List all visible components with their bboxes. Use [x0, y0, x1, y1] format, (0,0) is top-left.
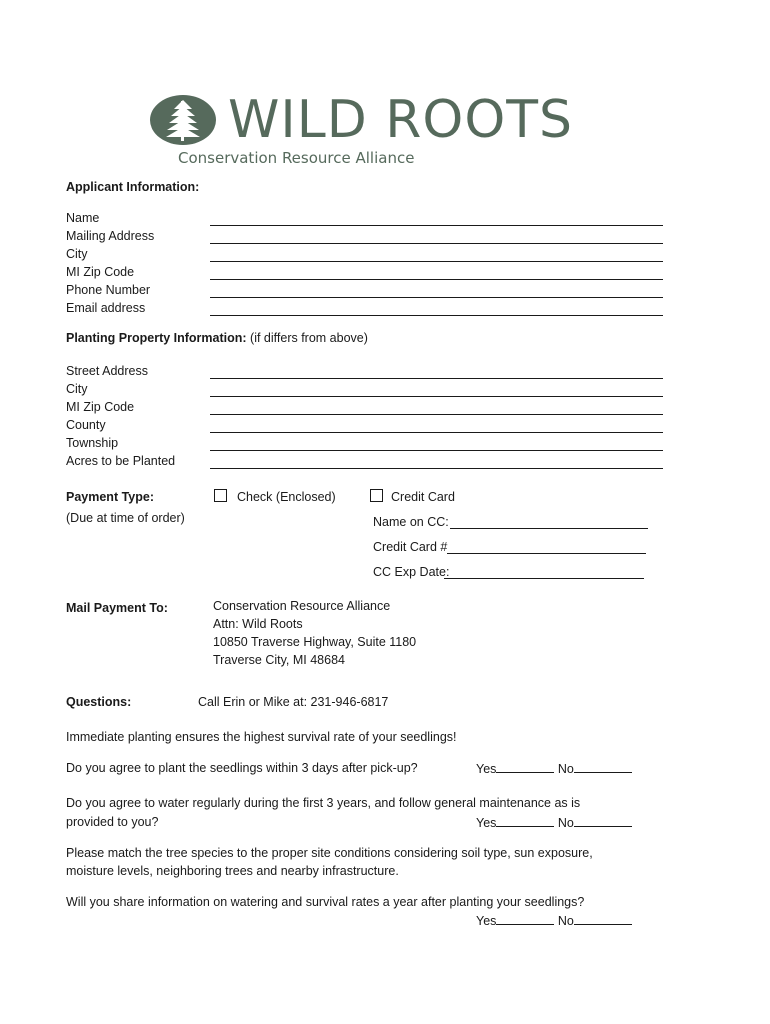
- field-label-mailing-address: Mailing Address: [66, 229, 155, 243]
- no-label: No: [557, 914, 574, 928]
- immediate-planting-note: Immediate planting ensures the highest survival rate of your seedlings!: [66, 730, 457, 744]
- mailing-address-input-line[interactable]: [210, 243, 663, 244]
- field-label-email: Email address: [66, 301, 146, 315]
- payment-heading: Payment Type:: [66, 490, 154, 504]
- payment-note: (Due at time of order): [66, 511, 185, 525]
- yes-answer-line[interactable]: [496, 761, 554, 773]
- cc-number-label: Credit Card #: [373, 540, 448, 554]
- question-plant-within-3-days: Do you agree to plant the seedlings within 3 days after pick-up?: [66, 761, 418, 775]
- name-on-cc-input-line[interactable]: [450, 528, 648, 529]
- check-enclosed-label: Check (Enclosed): [237, 490, 336, 504]
- question-water-regularly-cont: provided to you?: [66, 815, 159, 829]
- yes-label: Yes: [476, 816, 497, 830]
- county-input-line[interactable]: [210, 432, 663, 433]
- acres-input-line[interactable]: [210, 468, 663, 469]
- mail-heading: Mail Payment To:: [66, 601, 168, 615]
- mail-address-line: 10850 Traverse Highway, Suite 1180: [213, 635, 417, 649]
- no-answer-line[interactable]: [574, 761, 632, 773]
- field-label-township: Township: [66, 436, 119, 450]
- planting-city-input-line[interactable]: [210, 396, 663, 397]
- no-answer-line[interactable]: [574, 815, 632, 827]
- credit-card-label: Credit Card: [391, 490, 455, 504]
- zip-input-line[interactable]: [210, 279, 663, 280]
- brand-logo-text: WILD ROOTS: [228, 90, 574, 150]
- field-label-city: City: [66, 247, 88, 261]
- species-match-note: Please match the tree species to the proper site conditions considering soil type, sun exposure,: [66, 846, 593, 860]
- field-label-phone: Phone Number: [66, 283, 151, 297]
- street-input-line[interactable]: [210, 378, 663, 379]
- brand-subtitle: Conservation Resource Alliance: [178, 149, 415, 167]
- cc-exp-input-line[interactable]: [444, 578, 644, 579]
- cc-number-input-line[interactable]: [447, 553, 646, 554]
- field-label-county: County: [66, 418, 106, 432]
- name-input-line[interactable]: [210, 225, 663, 226]
- planting-heading-note: (if differs from above): [246, 331, 368, 345]
- field-label-planting-city: City: [66, 382, 88, 396]
- yes-answer-line[interactable]: [496, 913, 554, 925]
- planting-heading-label: Planting Property Information:: [66, 331, 247, 345]
- credit-card-checkbox[interactable]: [370, 489, 383, 502]
- township-input-line[interactable]: [210, 450, 663, 451]
- yes-label: Yes: [476, 914, 497, 928]
- yes-no-answer: [476, 913, 632, 929]
- planting-heading: [66, 331, 368, 346]
- city-input-line[interactable]: [210, 261, 663, 262]
- field-label-acres: Acres to be Planted: [66, 454, 176, 468]
- mail-address-line: Conservation Resource Alliance: [213, 599, 391, 613]
- planting-zip-input-line[interactable]: [210, 414, 663, 415]
- field-label-name: Name: [66, 211, 100, 225]
- name-on-cc-label: Name on CC:: [373, 515, 449, 529]
- email-input-line[interactable]: [210, 315, 663, 316]
- pine-tree-icon: [150, 95, 216, 145]
- no-label: No: [557, 816, 574, 830]
- no-answer-line[interactable]: [574, 913, 632, 925]
- field-label-zip: MI Zip Code: [66, 265, 135, 279]
- cc-exp-label: CC Exp Date:: [373, 565, 450, 579]
- check-enclosed-checkbox[interactable]: [214, 489, 227, 502]
- questions-contact: Call Erin or Mike at: 231-946-6817: [198, 695, 389, 709]
- phone-input-line[interactable]: [210, 297, 663, 298]
- yes-no-answer: [476, 815, 632, 831]
- field-label-street: Street Address: [66, 364, 148, 378]
- applicant-heading: Applicant Information:: [66, 180, 200, 194]
- question-share-information: Will you share information on watering and survival rates a year after planting your seedlings?: [66, 895, 585, 909]
- species-match-note-cont: moisture levels, neighboring trees and nearby infrastructure.: [66, 864, 399, 878]
- no-label: No: [557, 762, 574, 776]
- mail-address-line: Attn: Wild Roots: [213, 617, 303, 631]
- mail-address-line: Traverse City, MI 48684: [213, 653, 345, 667]
- questions-heading: Questions:: [66, 695, 132, 709]
- question-water-regularly: Do you agree to water regularly during the first 3 years, and follow general maintenance as is: [66, 796, 581, 810]
- field-label-planting-zip: MI Zip Code: [66, 400, 135, 414]
- yes-no-answer: [476, 761, 632, 777]
- yes-label: Yes: [476, 762, 497, 776]
- yes-answer-line[interactable]: [496, 815, 554, 827]
